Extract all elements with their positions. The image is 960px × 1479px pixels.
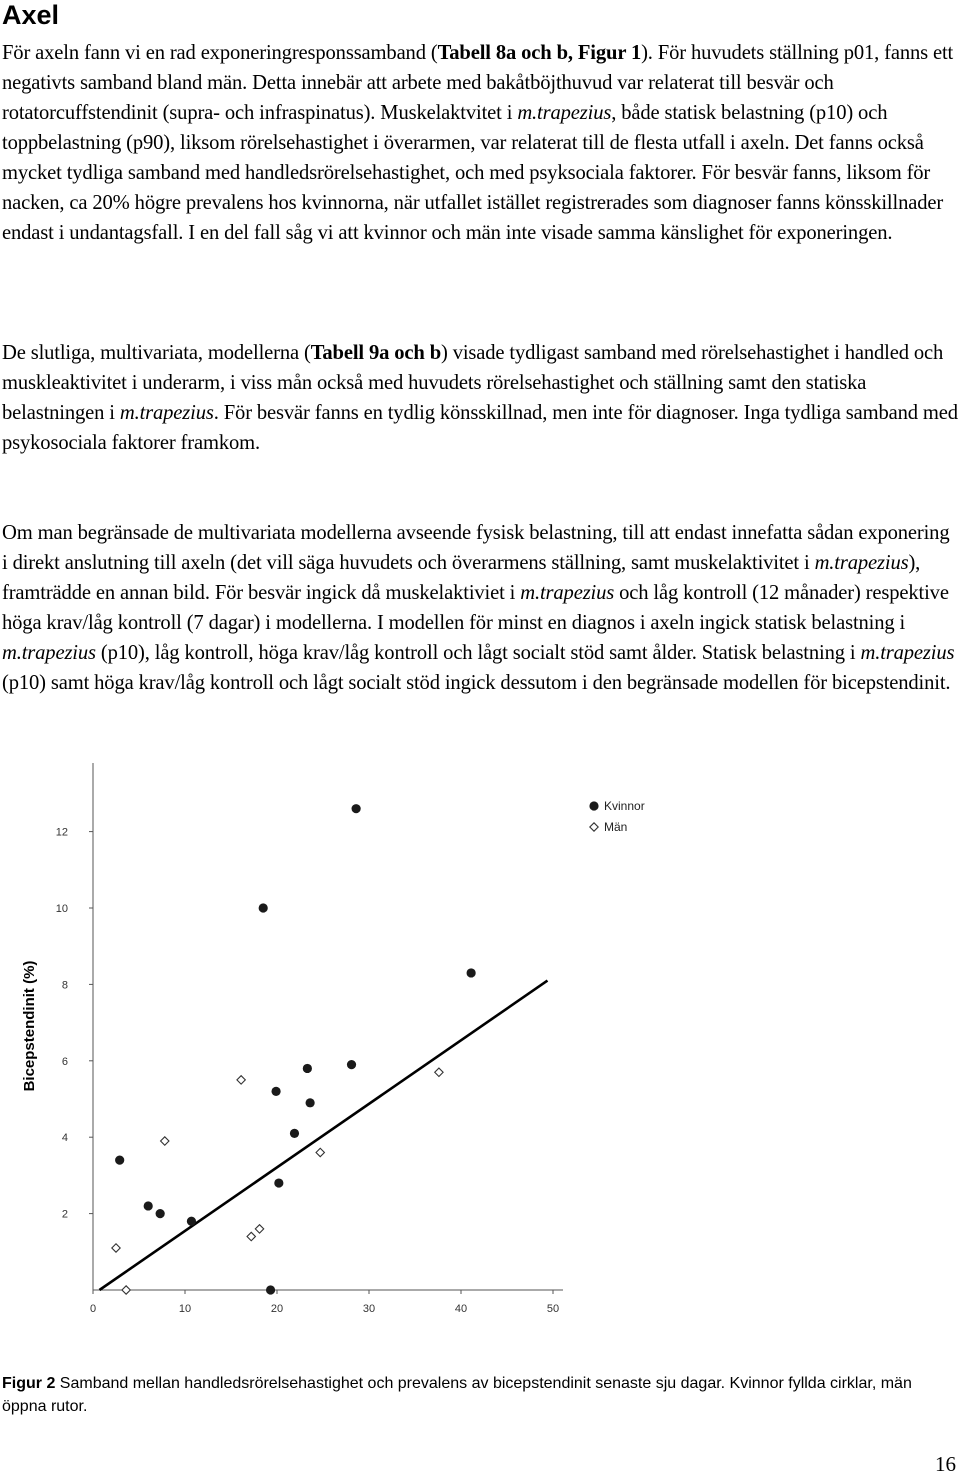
data-point-man: [316, 1148, 324, 1156]
p1-text-c: , både statisk belastning (p10) och toppbelastning (p90), liksom rörelsehastighet i överarmen, var relaterat till de flesta utfall i axeln.: [2, 102, 888, 154]
data-point-kvinnor: [467, 968, 476, 977]
y-tick-label: 6: [61, 1055, 68, 1068]
data-point-kvinnor: [271, 1087, 280, 1096]
data-point-kvinnor: [274, 1178, 283, 1187]
data-point-man: [435, 1068, 443, 1076]
p3-text-e: (p10) samt höga krav/låg kontroll och lågt socialt stöd ingick dessutom i den begränsade modellen för bicepstendinit.: [2, 672, 951, 694]
p1-table-ref: Tabell 8a och b, Figur 1: [437, 42, 642, 64]
y-tick-label: 8: [61, 979, 68, 992]
data-point-kvinnor: [306, 1098, 315, 1107]
data-point-man: [112, 1244, 120, 1252]
p2-text-c: . För besvär fanns en tydlig könsskillnad, men inte för diagnoser. Inga tydliga samband med psykosociala faktorer framkom.: [2, 402, 958, 454]
p3-muscle-ref-1: m.trapezius: [814, 552, 909, 574]
chart-points: [112, 804, 476, 1295]
section-heading: Axel: [2, 0, 60, 30]
data-point-man: [237, 1076, 245, 1084]
data-point-man: [161, 1137, 169, 1145]
y-tick-label: 4: [61, 1132, 68, 1145]
data-point-man: [255, 1225, 263, 1233]
p3-text-b: ), framträdde en annan bild. För besvär ingick då muskelaktiviet i: [2, 552, 921, 604]
data-point-kvinnor: [266, 1285, 275, 1294]
p1-text-a: För axeln fann vi en rad exponeringresponssamband (: [2, 42, 438, 64]
p1-text-d: Det fanns också mycket tydliga samband med handledsrörelsehastighet, och med psyksociala faktorer. För besvär fanns, liksom för nacken, ca 20% högre prevalens hos kvinnorna, när utfallet istället registrerades som diagnoser fanns könsskillnader endast i undantagsfall. I en del fall såg vi att kvinnor och män inte visade samma känslighet för exponeringen.: [2, 132, 944, 244]
p1-muscle-ref: m.trapezius: [517, 102, 612, 124]
x-tick-label: 10: [178, 1303, 192, 1315]
p3-text-a: Om man begränsade de multivariata modellerna avseende fysisk belastning, till att endast innefatta sådan exponering i direkt anslutning till axeln (det vill säga huvudets och överarmens ställning, samt muskelaktivitet i: [2, 522, 950, 574]
x-tick-label: 0: [89, 1303, 97, 1315]
p2-muscle-ref: m.trapezius: [119, 402, 214, 424]
legend-marker-man: [590, 823, 598, 831]
data-point-kvinnor: [352, 804, 361, 813]
chart-fit-line: [99, 981, 547, 1290]
legend-label-kvinnor: Kvinnor: [604, 799, 645, 813]
legend-marker-kvinnor: [589, 801, 598, 810]
data-point-kvinnor: [259, 903, 268, 912]
p3-text-c: och låg kontroll (12 månader) respektive höga krav/låg kontroll (7 dagar) i modellerna. I modellen för minst en diagnos i axeln ingick statisk belastning i: [2, 582, 949, 634]
p3-muscle-ref-3: m.trapezius: [2, 642, 96, 664]
data-point-kvinnor: [115, 1156, 124, 1165]
caption-label: Figur 2: [2, 1375, 56, 1392]
x-tick-label: 50: [546, 1303, 560, 1315]
p3-muscle-ref-2: m.trapezius: [520, 582, 615, 604]
data-point-man: [122, 1286, 130, 1294]
chart-legend: [589, 799, 644, 834]
legend-label-man: Män: [604, 820, 628, 834]
data-point-kvinnor: [303, 1064, 312, 1073]
regression-line: [99, 981, 547, 1290]
data-point-kvinnor: [187, 1217, 196, 1226]
data-point-kvinnor: [144, 1201, 153, 1210]
p2-text-a: De slutliga, multivariata, modellerna (: [2, 342, 311, 364]
y-tick-label: 2: [61, 1208, 68, 1221]
data-point-kvinnor: [347, 1060, 356, 1069]
data-point-man: [247, 1232, 255, 1240]
paragraph-2: [2, 338, 958, 458]
data-point-kvinnor: [156, 1209, 165, 1218]
y-tick-label: 12: [55, 826, 68, 839]
p2-table-ref: Tabell 9a och b: [310, 342, 441, 364]
figure-caption: [2, 1372, 960, 1418]
page-number: 16: [935, 1452, 956, 1476]
x-tick-label: 40: [454, 1303, 468, 1315]
p3-muscle-ref-4: m.trapezius: [860, 642, 955, 664]
data-point-kvinnor: [290, 1129, 299, 1138]
y-tick-label: 10: [55, 903, 68, 915]
p1-text-b: ). För huvudets ställning p01, fanns ett negativts samband bland män. Detta innebär att arbete med bakåtböjthuvud var relaterat till besvär och rotatorcuffstendinit (supra- och infraspinatus). Muskelaktvitet i: [2, 42, 954, 124]
y-axis-label: Bicepstendinit (%): [21, 960, 38, 1092]
x-tick-label: 30: [362, 1303, 376, 1315]
paragraph-1: [2, 38, 958, 248]
scatter-chart: [0, 758, 960, 1358]
p3-text-d: (p10), låg kontroll, höga krav/låg kontroll och lågt socialt stöd samt ålder. Statisk belastning i: [95, 642, 861, 664]
x-tick-label: 20: [270, 1303, 284, 1315]
p2-text-b: ) visade tydligast samband med rörelsehastighet i handled och muskleaktivitet i underarm, i viss mån också med huvudets rörelsehastighet och ställning samt den statiska belastningen i: [2, 342, 944, 424]
paragraph-3: [2, 518, 958, 698]
caption-text: Samband mellan handledsrörelsehastighet och prevalens av bicepstendinit senaste sju dagar. Kvinnor fyllda cirklar, män öppna rutor.: [2, 1375, 912, 1415]
